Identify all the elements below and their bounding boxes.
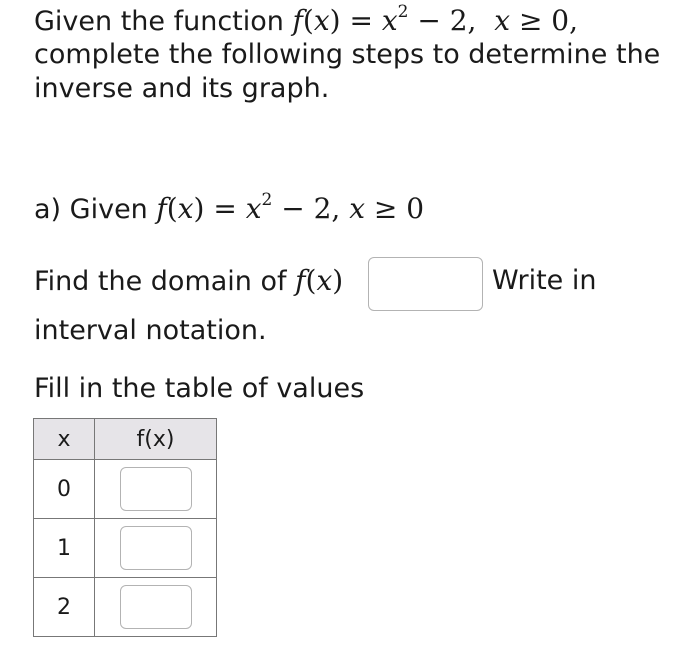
fx-cell [95, 460, 217, 519]
table-row [34, 460, 217, 519]
table-prompt: Fill in the table of values [34, 373, 365, 404]
domain-prompt [34, 264, 343, 299]
power-base: x [245, 192, 262, 225]
values-table [33, 418, 217, 637]
x-value: 1 [34, 519, 95, 578]
domain-function: f(x) [295, 264, 344, 297]
condition-relation: ≥ 0 [373, 192, 425, 225]
intro-line-2: complete the following steps to determine the [34, 39, 661, 70]
part-a-formula: $f(x) = x^2 - 2$, x ≥ 0 [156, 189, 425, 225]
condition-var: x [349, 192, 366, 225]
exponent: 2 [261, 189, 273, 210]
constant-term: − 2, [417, 4, 477, 37]
function-var: x [313, 4, 330, 37]
intro-text [34, 1, 661, 106]
fx-input[interactable] [120, 467, 192, 511]
power-base: x [381, 4, 398, 37]
trailing-comma: , [569, 4, 579, 37]
function-name: f [292, 4, 303, 37]
fx-input[interactable] [120, 526, 192, 570]
intro-formula: $f(x) = x^2 - 2$, x ≥ 0, [292, 1, 579, 37]
domain-input[interactable] [368, 257, 483, 311]
fx-cell [95, 519, 217, 578]
write-in-text: Write in [492, 265, 597, 296]
table-header-row [34, 419, 217, 460]
fx-input[interactable] [120, 585, 192, 629]
interval-notation-text: interval notation. [34, 315, 267, 346]
exponent: 2 [397, 1, 409, 22]
intro-line-3: inverse and its graph. [34, 73, 330, 104]
condition-relation: ≥ 0 [518, 4, 570, 37]
function-var: x [316, 264, 333, 297]
x-value: 2 [34, 578, 95, 637]
constant-term: − 2, [281, 192, 341, 225]
header-x: x [34, 419, 95, 460]
domain-prompt-text: Find the domain of [34, 266, 287, 297]
function-name: f [295, 264, 306, 297]
intro-line-1 [34, 1, 660, 38]
part-a-prefix: a) Given [34, 194, 148, 225]
table-row [34, 519, 217, 578]
part-a-heading [34, 189, 425, 227]
x-value: 0 [34, 460, 95, 519]
function-var: x [177, 192, 194, 225]
equals-sign: = [213, 192, 237, 225]
function-name: f [156, 192, 167, 225]
equals-sign: = [349, 4, 373, 37]
fx-cell [95, 578, 217, 637]
intro-prefix: Given the function [34, 6, 284, 37]
header-fx: f(x) [95, 419, 217, 460]
table-row [34, 578, 217, 637]
condition-var: x [494, 4, 511, 37]
